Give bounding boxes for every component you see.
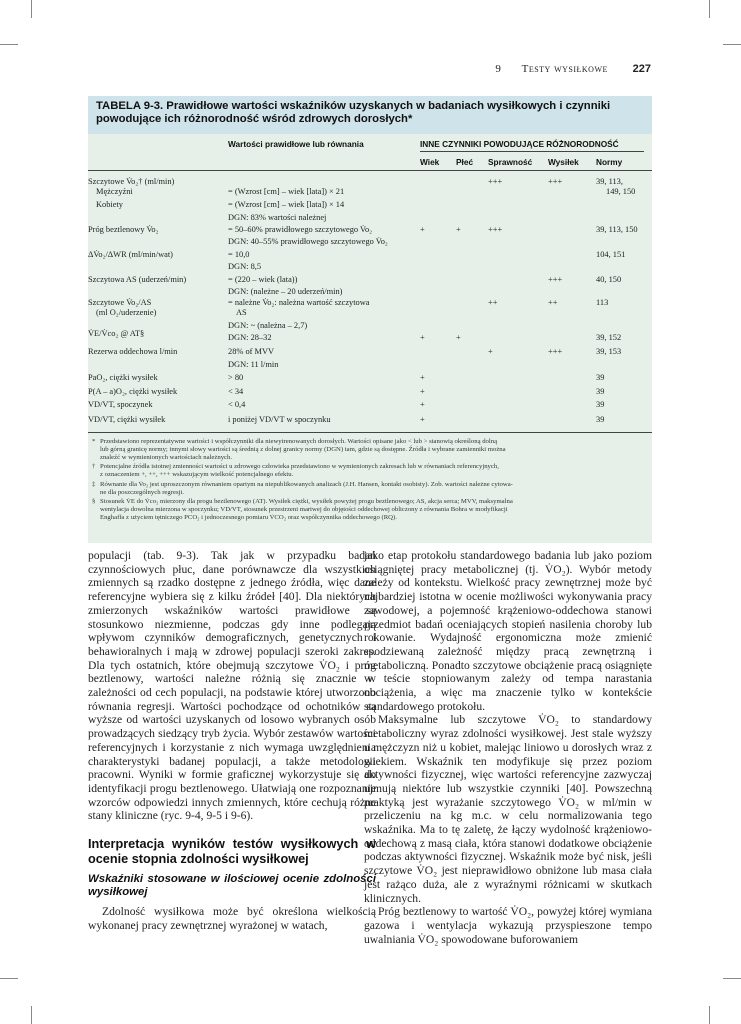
column-header-other-factors: INNE CZYNNIKI POWODUJĄCE RÓŻNORODNOŚĆ <box>420 139 619 149</box>
row-normy: 39 <box>596 387 605 396</box>
row-value: DGN: (należne – 20 uderzeń/min) <box>228 287 343 296</box>
row-value: DGN: ~ (należna – 2,7) <box>228 321 308 330</box>
footnote-mark: § <box>92 497 96 505</box>
row-label: Próg beztlenowy V̇o₂ <box>88 225 159 234</box>
paragraph: Próg beztlenowy to wartość V̇O₂, powyżej której wymiana gazowa i wentylacja wykazują przyspieszone tempo uwalniania V̇O₂ spowodowane buforowaniem <box>364 905 652 946</box>
row-wiek: + <box>420 373 425 382</box>
row-label: Szczytowe V̇o₂/AS <box>88 298 152 307</box>
row-label: V̇E/V̇co₂ @ AT§ <box>88 329 145 338</box>
footnote <box>92 481 642 497</box>
crop-mark <box>723 978 741 979</box>
row-value: DGN: 40–55% prawidłowego szczytowego V̇o₂ <box>228 237 388 246</box>
row-normy: 39, 152 <box>596 333 622 342</box>
chapter-title: Testy wysiłkowe <box>521 63 608 75</box>
paragraph: populacji (tab. 9-3). Tak jak w przypadku badań czynnościowych płuc, dane porównawcze dla wszystkich zmiennych są rzadko dostępne z jednego źródła, więc dane referencyjne wybiera się z kilku źródeł [40]. Dla niektórych zmierzonych wskaźników wartości prawidłowe są stosunkowo niezmienne, podczas gdy inne podlegają wpływom czynników demograficznych, genetycznych i behawioralnych i mają w zdrowej populacji szeroki zakres. Dla tych ostatnich, które obejmują szczytowe V̇O₂ i próg beztlenowy, wartości należne różnią się znacznie w zależności od cech populacji, na podstawie której utworzono równania regresji. Wartości pochodzące od ochotników są wyższe od wartości uzyskanych od losowo wybranych osób prowadzących siedzący tryb życia. Wybór zestawów wartości referencyjnych i korzystanie z nich wymaga uwzględnienia charakterystyki badanej populacji, a także metodologii pracowni. Wyniki w formie graficznej wykorzystuje się do identyfikacji progu beztlenowego. Ułatwiają one rozpoznanie wzorców odpowiedzi innych zmiennych, które cechują różne stany kliniczne (ryc. 9-4, 9-5 i 9-6). <box>88 549 376 823</box>
row-sprawnosc: +++ <box>488 177 503 186</box>
row-normy: 39, 113, <box>596 177 623 186</box>
row-label: Szczytowa AS (uderzeń/min) <box>88 275 187 284</box>
footnote-text: ne dla poszczególnych regresji. <box>100 488 184 496</box>
crop-mark <box>31 1006 32 1024</box>
row-value: = (220 – wiek (lata)) <box>228 275 298 284</box>
row-normy: 39 <box>596 400 605 409</box>
row-wysilek: ++ <box>548 298 558 307</box>
row-wiek: + <box>420 225 425 234</box>
row-sprawnosc: + <box>488 347 493 356</box>
row-normy: 39, 153 <box>596 347 622 356</box>
row-label: VD/VT, ciężki wysiłek <box>88 415 166 424</box>
row-label: PaO₂, ciężki wysiłek <box>88 373 158 382</box>
row-normy: 149, 150 <box>606 187 636 196</box>
row-value: DGN: 28–32 <box>228 333 272 342</box>
footnote-text: z oznaczeniem +, ++, +++ wskazującym wielkość potencjalnego efektu. <box>100 471 294 479</box>
row-value: DGN: 83% wartości należnej <box>228 213 327 222</box>
row-value: i poniżej VD/VT w spoczynku <box>228 415 331 424</box>
table-bottom-rule <box>88 432 652 433</box>
row-value: DGN: 8,5 <box>228 262 262 271</box>
subheader-sprawnosc: Sprawność <box>488 157 533 167</box>
row-value: = (Wzrost [cm] – wiek [lata]) × 14 <box>228 200 345 209</box>
row-normy: 40, 150 <box>596 275 622 284</box>
row-wiek: + <box>420 400 425 409</box>
row-wysilek: +++ <box>548 177 563 186</box>
subsection-heading: Wskaźniki stosowane w ilościowej ocenie zdolności wysiłkowej <box>88 873 376 899</box>
row-normy: 39 <box>596 373 605 382</box>
footnote-text: Enghaffa z użyciem tętniczego PCO₂ i jednoczesnego pomiaru V̇CO₂ oraz współczynnika oddechowego (RQ). <box>100 513 397 521</box>
footnote <box>92 498 642 522</box>
crop-mark <box>0 44 18 45</box>
row-label: ΔV̇o₂/ΔWR (ml/min/wat) <box>88 250 173 259</box>
crop-mark <box>0 978 18 979</box>
footnote-text: Stosunek V̇E do V̇co₂ mierzony dla progu beztlenowego (AT). Wysiłek ciężki, wysiłek powyżej progu beztlenowego; AS, akcja serca; MVV, maksymalna <box>100 497 513 505</box>
footnote-mark: * <box>92 438 96 445</box>
header-rule <box>420 151 644 152</box>
row-label: (ml O₂/uderzenie) <box>96 308 157 317</box>
row-value: < 34 <box>228 387 244 396</box>
row-sprawnosc: ++ <box>488 298 498 307</box>
row-wiek: + <box>420 387 425 396</box>
row-value: = 50–60% prawidłowego szczytowego V̇o₂ <box>228 225 373 234</box>
row-sprawnosc: +++ <box>488 225 503 234</box>
row-plec: + <box>456 225 461 234</box>
row-value: > 80 <box>228 373 244 382</box>
row-normy: 104, 151 <box>596 250 626 259</box>
row-value: = (Wzrost [cm] – wiek [lata]) × 21 <box>228 187 345 196</box>
footnote-text: Przedstawiono reprezentatywne wartości i współczynniki dla niewytrenowanych dorosłych. Wartości opisane jako < lub > stanowią określoną dolną <box>100 438 498 445</box>
crop-mark <box>709 0 710 18</box>
footnote <box>92 438 642 462</box>
right-column <box>364 549 652 946</box>
paragraph: Maksymalne lub szczytowe V̇O₂ to standardowy metaboliczny wyraz zdolności wysiłkowej. Jest stale wyższy u mężczyzn niż u kobiet, malejąc liniowo u dorosłych wraz z wiekiem. Wskaźnik ten modyfikuje się przez poziom aktywności fizycznej, więc wartości referencyjne zazwyczaj ujmują niektóre lub wszystkie czynniki [40]. Powszechną praktyką jest wyrażanie szczytowego V̇O₂ w ml/min w przeliczeniu na kg m.c. w celu normalizowania tego wskaźnika. Ma to tę zaletę, że łączy wydolność krążeniowo-oddechową z masą ciała, która stanowi dodatkowe obciążenie podczas aktywności fizycznej. Wskaźnik może być nisk, jeśli szczytowe V̇O₂ jest nieprawidłowo obniżone lub masa ciała jest rażąco duża, ale z wyraźnymi różnicami w skutkach klinicznych. <box>364 713 652 905</box>
crop-mark <box>31 0 32 18</box>
footnote-text: lub górną granicę normy; innymi słowy wartości są średnią z dolnej granicy normy (DGN) tam, gdzie są dostępne. Źródła i wybrane zamienniki można <box>100 446 506 454</box>
footnote-mark: ‡ <box>92 480 96 488</box>
column-header-values: Wartości prawidłowe lub równania <box>228 139 364 149</box>
row-value: AS <box>236 308 247 317</box>
row-label: P(A – a)O₂, ciężki wysiłek <box>88 387 178 396</box>
row-value: = 10,0 <box>228 250 250 259</box>
subheader-wysilek: Wysiłek <box>548 157 579 167</box>
row-value: DGN: 11 l/min <box>228 360 279 369</box>
left-column <box>88 549 376 932</box>
row-wiek: + <box>420 333 425 342</box>
row-label: Rezerwa oddechowa l/min <box>88 347 178 356</box>
chapter-number: 9 <box>495 63 501 75</box>
subheader-normy: Normy <box>596 157 623 167</box>
paragraph: jako etap protokołu standardowego badania lub jako poziom osiągniętej pracy metabolicznej (tj. V̇O₂). Wybór metody zależy od kontekstu. Wielkość pracy zewnętrznej może być najbardziej istotna w ocenie możliwości wykonywania pracy zawodowej, a pojemność krążeniowo-oddechowa stanowi przedmiot badań oceniających stopień nasilenia choroby lub rokowanie. Wydajność ergonomiczna może zmienić spodziewaną zależność między pracą zewnętrzną i metaboliczną. Ponadto szczytowe obciążenie pracą osiągnięte w teście stopniowanym zależy od tempa narastania obciążenia, a więc ma znaczenie tylko w kontekście standardowego protokołu. <box>364 549 652 713</box>
paragraph: Zdolność wysiłkowa może być określona wielkością wykonanej pracy zewnętrznej wyrażonej w watach, <box>88 905 376 932</box>
row-value: = należne V̇o₂: należna wartość szczytowa <box>228 298 370 307</box>
header-rule <box>88 170 652 171</box>
footnote-text: wentylacja dowolna mierzona w spoczynku; VD/VT, stosunek przestrzeni martwej do objętości oddechowej obliczony z równania Bohra w modyfikacji <box>100 505 508 513</box>
row-plec: + <box>456 333 461 342</box>
footnote <box>92 463 642 479</box>
row-wysilek: +++ <box>548 275 563 284</box>
subheader-wiek: Wiek <box>420 157 440 167</box>
row-wiek: + <box>420 415 425 424</box>
footnote-text: znaleźć w wymienionych wartościach należnych. <box>100 454 233 462</box>
row-normy: 113 <box>596 298 609 307</box>
crop-mark <box>709 1006 710 1024</box>
footnote-text: Potencjalne źródła istotnej zmienności wartości u zdrowego człowieka przedstawiono w wymienionych zakresach lub w równaniach referencyjnych, <box>100 463 499 471</box>
row-label: VD/VT, spoczynek <box>88 400 153 409</box>
row-value: 28% of MVV <box>228 347 275 356</box>
row-wysilek: +++ <box>548 347 563 356</box>
page-number: 227 <box>632 63 651 75</box>
table-title: TABELA 9-3. Prawidłowe wartości wskaźników uzyskanych w badaniach wysiłkowych i czynniki powodujące ich różnorodność wśród zdrowych dorosłych* <box>88 96 652 134</box>
section-heading: Interpretacja wyników testów wysiłkowych w ocenie stopnia zdolności wysiłkowej <box>88 837 376 867</box>
subheader-plec: Płeć <box>456 157 474 167</box>
crop-mark <box>723 44 741 45</box>
running-header <box>495 63 651 75</box>
footnote-text: Równanie dla V̇o₂ jest uproszczonym równaniem opartym na niepublikowanych analizach (J.H. Hansen, kontakt osobisty). Zob. wartości należne cytowa- <box>100 480 513 488</box>
row-normy: 39 <box>596 415 605 424</box>
row-value: < 0,4 <box>228 400 246 409</box>
footnote-mark: † <box>92 463 96 471</box>
row-label: Szczytowe V̇o₂† (ml/min) <box>88 177 175 186</box>
row-label: Mężczyźni <box>96 187 133 196</box>
row-label: Kobiety <box>96 200 123 209</box>
row-normy: 39, 113, 150 <box>596 225 638 234</box>
